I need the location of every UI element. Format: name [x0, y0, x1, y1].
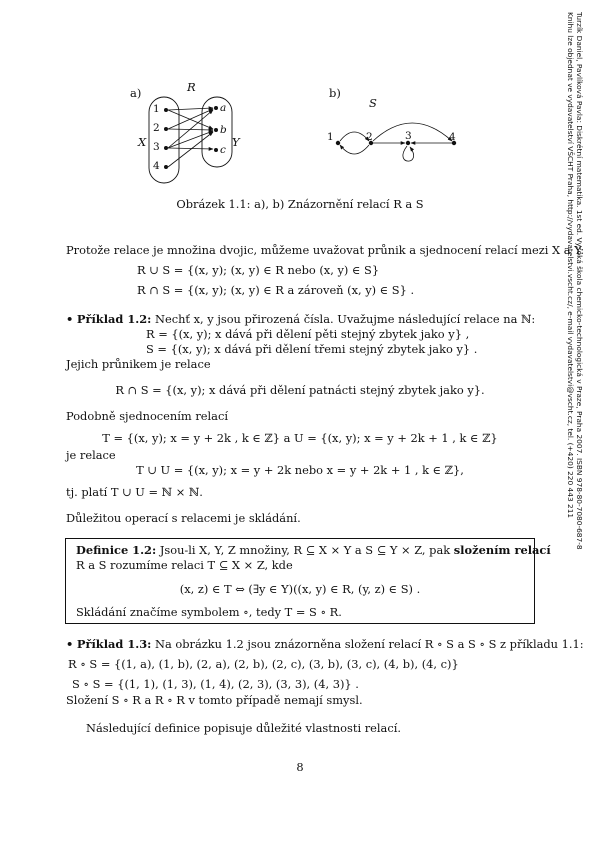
svg-text:4: 4 — [449, 131, 456, 143]
label-b: b) — [329, 86, 341, 100]
svg-text:c: c — [220, 144, 226, 156]
x-node-4 — [153, 160, 168, 172]
s-node-3 — [405, 130, 412, 145]
example-1-3-label: Příklad 1.3: — [76, 637, 152, 651]
relation-R-definition: R = {(x, y); x dává při dělení pěti stejný zbytek jako y} , — [146, 327, 470, 341]
set-X-label: X — [138, 135, 147, 149]
example-bullet: • — [66, 637, 74, 651]
y-node-c — [214, 144, 226, 156]
figure-caption: Obrázek 1.1: a), b) Znázornění relací R a S — [176, 197, 424, 211]
side-note-citation: Turzík Daniel, Pavlíková Pavla: Diskrétní matematika. 1st ed. Vysoká škola chemicko-technologická v Praze, Praha 2007. ISBN 978-80-7080-687-8 — [575, 12, 584, 550]
intersection-result: R ∩ S = {(x, y); x dává při dělení patnácti stejný zbytek jako y}. — [115, 383, 485, 397]
definition-term: složením relací — [453, 543, 551, 557]
x-node-2 — [153, 122, 168, 134]
side-note-order-info: Knihu lze objednat ve vydavatelství VŠCHT Praha, http://vydavatelstvi.vscht.cz/, e-mail vydavatelstvi@vscht.cz, tel. (+420) 220 443 211 — [566, 12, 575, 519]
y-node-b — [214, 124, 227, 136]
closing-paragraph: Následující definice popisuje důležité vlastnosti relací. — [86, 721, 401, 735]
composition-S-S: S ∘ S = {(1, 1), (1, 3), (1, 4), (2, 3), (3, 3), (4, 3)} . — [72, 677, 359, 691]
example-1-3-text: Na obrázku 1.2 jsou znázorněna složení relací R ∘ S a S ∘ S z příkladu 1.1: — [154, 637, 584, 651]
relations-T-U: T = {(x, y); x = y + 2k , k ∈ ℤ} a U = {(x, y); x = y + 2k + 1 , k ∈ ℤ} — [102, 431, 498, 445]
composition-R-S: R ∘ S = {(1, a), (1, b), (2, a), (2, b), (2, c), (3, b), (3, c), (4, b), (4, c)} — [68, 657, 459, 671]
definition-line-3: Skládání značíme symbolem ∘, tedy T = S ∘ R. — [76, 605, 342, 619]
svg-text:4: 4 — [153, 160, 160, 172]
svg-text:3: 3 — [153, 141, 160, 153]
example-1-2-text: Nechť x, y jsou přirozená čísla. Uvažujme následující relace na ℕ: — [154, 312, 536, 326]
x-node-3 — [153, 141, 168, 153]
svg-text:2: 2 — [366, 131, 373, 143]
union-result: tj. platí T ∪ U = ℕ × ℕ. — [66, 485, 203, 499]
is-relation-text: je relace — [66, 448, 116, 462]
example-1-3-heading — [66, 637, 584, 651]
paragraph-union-intersection: Protože relace je množina dvojic, můžeme uvažovat průnik a sjednocení relací mezi X a Y: — [66, 243, 585, 257]
relation-S-arrows — [340, 123, 452, 161]
s-node-1 — [327, 131, 340, 145]
definition-line-1 — [76, 543, 551, 557]
union-T-U: T ∪ U = {(x, y); x = y + 2k nebo x = y + 2k + 1 , k ∈ ℤ}, — [136, 463, 464, 477]
relation-R-label: R — [187, 80, 196, 94]
s-node-2 — [366, 131, 373, 145]
intersection-intro: Jejich průnikem je relace — [66, 357, 211, 371]
y-node-a — [214, 102, 226, 114]
equation-union: R ∪ S = {(x, y); (x, y) ∈ R nebo (x, y) ∈ S} — [137, 263, 380, 277]
diagram-b — [327, 86, 456, 161]
relation-S-definition: S = {(x, y); x dává při dělení třemi stejný zbytek jako y} . — [146, 342, 478, 356]
relation-R-arrows — [168, 108, 213, 167]
definition-text-1: Jsou-li X, Y, Z množiny, R ⊆ X × Y a S ⊆ Y × Z, pak — [159, 543, 451, 557]
set-Y-label: Y — [232, 135, 240, 149]
svg-text:3: 3 — [405, 130, 412, 142]
equation-intersection: R ∩ S = {(x, y); (x, y) ∈ R a zároveň (x, y) ∈ S} . — [137, 283, 415, 297]
example-bullet: • — [66, 312, 74, 326]
example-1-2-heading — [66, 312, 535, 326]
svg-text:1: 1 — [327, 131, 334, 143]
svg-text:2: 2 — [153, 122, 160, 134]
definition-line-2: R a S rozumíme relaci T ⊆ X × Z, kde — [76, 558, 293, 572]
composition-note: Složení S ∘ R a R ∘ R v tomto případě nemají smysl. — [66, 693, 363, 707]
similarly-union-intro: Podobně sjednocením relací — [66, 409, 228, 423]
svg-text:a: a — [220, 102, 227, 114]
figure-relations — [0, 0, 600, 200]
page-number: 8 — [296, 760, 304, 774]
svg-text:1: 1 — [153, 103, 160, 115]
definition-label: Definice 1.2: — [76, 543, 157, 557]
example-1-2-label: Příklad 1.2: — [76, 312, 152, 326]
diagram-a — [130, 80, 241, 183]
svg-text:b: b — [220, 124, 227, 136]
label-a: a) — [130, 86, 142, 100]
x-node-1 — [153, 103, 168, 115]
definition-formula: (x, z) ∈ T ⇔ (∃y ∈ Y)((x, y) ∈ R, (y, z) ∈ S) . — [179, 582, 421, 596]
composition-intro: Důležitou operací s relacemi je skládání. — [66, 511, 301, 525]
relation-S-label: S — [369, 96, 377, 110]
